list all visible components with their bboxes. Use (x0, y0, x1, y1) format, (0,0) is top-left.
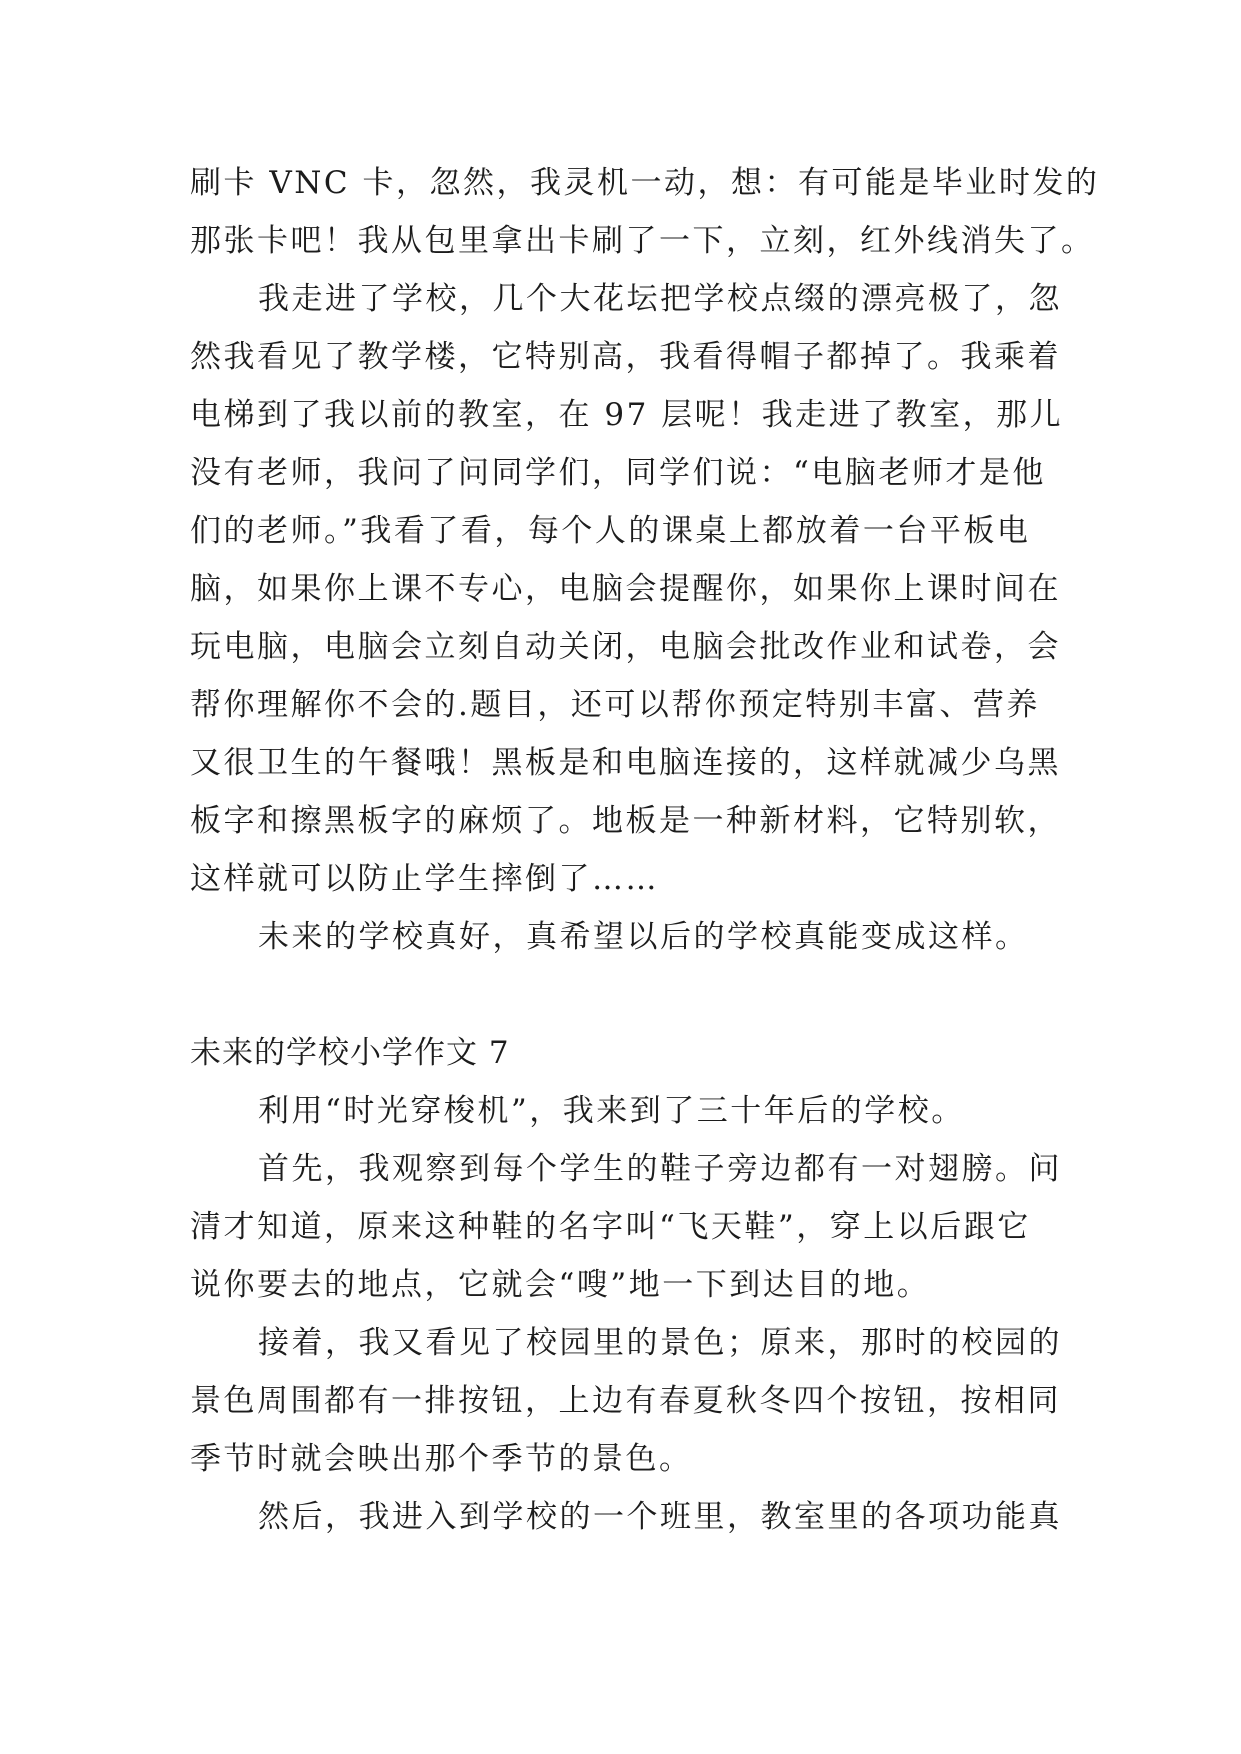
text-line: 说你要去的地点，它就会“嗖”地一下到达目的地。 (190, 1267, 931, 1303)
text-line: 没有老师，我问了问同学们，同学们说：“电脑老师才是他 (190, 455, 1046, 491)
text-line: 电梯到了我以前的教室，在 97 层呢！我走进了教室，那儿 (190, 397, 1064, 433)
text-line: 然我看见了教学楼，它特别高，我看得帽子都掉了。我乘着 (190, 339, 1061, 375)
paragraph-start: 利用“时光穿梭机”，我来到了三十年后的学校。 (258, 1093, 965, 1129)
text-line: 这样就可以防止学生摔倒了…… (190, 861, 659, 897)
paragraph-start: 然后，我进入到学校的一个班里，教室里的各项功能真 (258, 1499, 1062, 1535)
text-line: 清才知道，原来这种鞋的名字叫“飞天鞋”，穿上以后跟它 (190, 1209, 1031, 1245)
essay-heading: 未来的学校小学作文 7 (190, 1035, 510, 1071)
paragraph-start: 我走进了学校，几个大花坛把学校点缀的漂亮极了，忽 (258, 281, 1062, 317)
text-line: 又很卫生的午餐哦！黑板是和电脑连接的，这样就减少乌黑 (190, 745, 1061, 781)
text-line: 帮你理解你不会的.题目，还可以帮你预定特别丰富、营养 (190, 687, 1040, 723)
text-line: 那张卡吧！我从包里拿出卡刷了一下，立刻，红外线消失了。 (190, 223, 1095, 259)
paragraph-start: 未来的学校真好，真希望以后的学校真能变成这样。 (258, 919, 1029, 955)
text-line: 景色周围都有一排按钮，上边有春夏秋冬四个按钮，按相同 (190, 1383, 1061, 1419)
text-line: 玩电脑，电脑会立刻自动关闭，电脑会批改作业和试卷，会 (190, 629, 1061, 665)
text-line: 们的老师。”我看了看，每个人的课桌上都放着一台平板电 (190, 513, 1031, 549)
paragraph-start: 首先，我观察到每个学生的鞋子旁边都有一对翅膀。问 (258, 1151, 1062, 1187)
text-line: 板字和擦黑板字的麻烦了。地板是一种新材料，它特别软， (190, 803, 1061, 839)
text-line: 季节时就会映出那个季节的景色。 (190, 1441, 693, 1477)
text-line: 刷卡 VNC 卡，忽然，我灵机一动，想：有可能是毕业时发的 (190, 165, 1100, 201)
text-line: 脑，如果你上课不专心，电脑会提醒你，如果你上课时间在 (190, 571, 1061, 607)
paragraph-start: 接着，我又看见了校园里的景色；原来，那时的校园的 (258, 1325, 1062, 1361)
